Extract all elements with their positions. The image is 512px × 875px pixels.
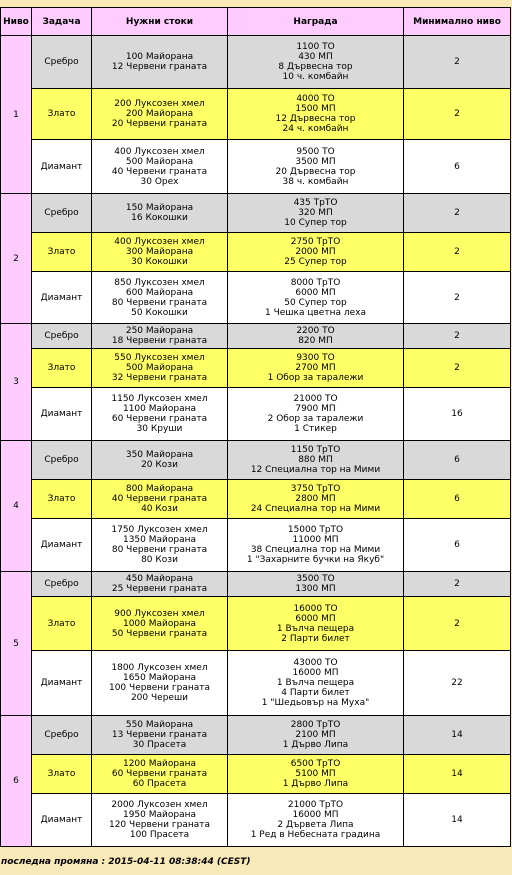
table-row bbox=[1, 36, 511, 89]
goods-cell bbox=[92, 597, 228, 651]
goods-cell bbox=[92, 349, 228, 388]
reward-line: 2200 ТО bbox=[296, 326, 335, 336]
task-cell: Сребро bbox=[32, 36, 92, 89]
reward-line: 24 ч. комбайн bbox=[282, 124, 349, 134]
task-cell: Сребро bbox=[32, 324, 92, 349]
table-row bbox=[1, 233, 511, 272]
reward-line: 12 Дървесна тор bbox=[275, 114, 356, 124]
quest-table-body bbox=[1, 36, 511, 847]
reward-line: 2 Дървета Липа bbox=[277, 820, 354, 830]
reward-line: 1 Чешка цветна леха bbox=[265, 307, 366, 318]
reward-line: 2 Обор за таралежи bbox=[267, 414, 364, 424]
table-row bbox=[1, 519, 511, 572]
reward-line: 2800 ТрТО bbox=[290, 720, 341, 730]
goods-line: 1350 Майорана bbox=[122, 535, 197, 545]
goods-line: 500 Майорана bbox=[125, 156, 194, 167]
goods-line: 600 Майорана bbox=[125, 287, 194, 298]
goods-line: 80 Червени граната bbox=[111, 297, 208, 308]
goods-cell bbox=[92, 755, 228, 794]
goods-line: 13 Червени граната bbox=[111, 730, 208, 740]
reward-line: 2 Парти билет bbox=[281, 633, 350, 644]
goods-line: 200 Череши bbox=[130, 693, 189, 703]
goods-line: 18 Червени граната bbox=[111, 336, 208, 346]
goods-line: 150 Майорана bbox=[125, 203, 194, 213]
goods-cell bbox=[92, 441, 228, 480]
reward-line: 1 Ред в Небесната градина bbox=[250, 830, 381, 840]
table-header-row bbox=[1, 8, 511, 36]
level-cell: 1 bbox=[1, 36, 32, 194]
reward-line: 21000 ТО bbox=[293, 394, 338, 404]
goods-cell bbox=[92, 324, 228, 349]
table-row bbox=[1, 89, 511, 140]
reward-line: 1 Стикер bbox=[294, 424, 337, 434]
goods-line: 120 Червени граната bbox=[108, 820, 210, 830]
goods-line: 900 Луксозен хмел bbox=[114, 608, 205, 619]
reward-line: 16000 МП bbox=[292, 668, 339, 678]
goods-line: 1100 Майорана bbox=[122, 404, 197, 414]
reward-line: 3750 ТрТО bbox=[290, 484, 341, 494]
min-level-cell: 2 bbox=[404, 572, 511, 597]
level-cell: 5 bbox=[1, 572, 32, 716]
reward-line: 24 Специална тор на Мими bbox=[250, 504, 381, 514]
goods-line: 300 Майорана bbox=[125, 247, 194, 257]
table-row bbox=[1, 349, 511, 388]
min-level-cell: 14 bbox=[404, 716, 511, 755]
goods-line: 30 Круши bbox=[136, 424, 183, 434]
min-level-cell: 2 bbox=[404, 324, 511, 349]
goods-line: 400 Луксозен хмел bbox=[114, 146, 205, 157]
reward-line: 10 ч. комбайн bbox=[282, 72, 349, 82]
min-level-cell: 2 bbox=[404, 597, 511, 651]
table-row bbox=[1, 388, 511, 441]
reward-cell bbox=[228, 755, 404, 794]
task-cell: Злато bbox=[32, 233, 92, 272]
reward-cell bbox=[228, 324, 404, 349]
reward-line: 1500 МП bbox=[295, 104, 336, 114]
reward-cell bbox=[228, 233, 404, 272]
goods-line: 20 Червени граната bbox=[111, 119, 208, 129]
min-level-cell: 2 bbox=[404, 36, 511, 89]
table-row bbox=[1, 194, 511, 233]
goods-line: 450 Майорана bbox=[125, 574, 194, 584]
reward-line: 430 МП bbox=[298, 52, 333, 62]
task-cell: Злато bbox=[32, 349, 92, 388]
reward-cell bbox=[228, 716, 404, 755]
reward-line: 1150 ТрТО bbox=[290, 445, 341, 455]
goods-line: 100 Майорана bbox=[125, 52, 194, 62]
table-row bbox=[1, 597, 511, 651]
reward-line: 9500 ТО bbox=[296, 146, 335, 157]
goods-cell bbox=[92, 272, 228, 324]
table-row bbox=[1, 441, 511, 480]
reward-cell bbox=[228, 89, 404, 140]
reward-line: 15000 ТрТО bbox=[287, 525, 344, 535]
reward-line: 8000 ТрТО bbox=[290, 277, 341, 288]
goods-line: 500 Майорана bbox=[125, 363, 194, 373]
task-cell: Диамант bbox=[32, 388, 92, 441]
reward-cell bbox=[228, 272, 404, 324]
goods-line: 50 Червени граната bbox=[111, 628, 208, 639]
reward-line: 4000 ТО bbox=[296, 94, 335, 104]
reward-cell bbox=[228, 597, 404, 651]
goods-line: 80 Червени граната bbox=[111, 545, 208, 555]
task-cell: Сребро bbox=[32, 194, 92, 233]
goods-line: 30 Орех bbox=[140, 176, 179, 187]
min-level-cell: 22 bbox=[404, 651, 511, 716]
reward-line: 38 Специална тор на Мими bbox=[250, 545, 381, 555]
min-level-cell: 6 bbox=[404, 480, 511, 519]
task-cell: Сребро bbox=[32, 441, 92, 480]
min-level-cell: 2 bbox=[404, 194, 511, 233]
reward-line: 8 Дървесна тор bbox=[278, 62, 353, 72]
goods-line: 16 Кокошки bbox=[131, 213, 188, 223]
goods-line: 1750 Луксозен хмел bbox=[111, 525, 208, 535]
min-level-cell: 6 bbox=[404, 140, 511, 194]
reward-cell bbox=[228, 519, 404, 572]
quest-table-wrapper bbox=[0, 7, 510, 847]
goods-line: 1150 Луксозен хмел bbox=[111, 394, 208, 404]
table-row bbox=[1, 716, 511, 755]
goods-cell bbox=[92, 36, 228, 89]
min-level-cell: 14 bbox=[404, 794, 511, 847]
reward-line: 21000 ТрТО bbox=[287, 800, 344, 810]
task-cell: Диамант bbox=[32, 794, 92, 847]
reward-line: 6000 МП bbox=[295, 613, 336, 624]
goods-cell bbox=[92, 233, 228, 272]
goods-line: 32 Червени граната bbox=[111, 373, 208, 383]
reward-line: 38 ч. комбайн bbox=[282, 176, 349, 187]
table-row bbox=[1, 140, 511, 194]
goods-cell bbox=[92, 480, 228, 519]
reward-line: 11000 МП bbox=[292, 535, 339, 545]
goods-line: 1200 Майорана bbox=[122, 759, 197, 769]
reward-line: 880 МП bbox=[298, 455, 333, 465]
goods-cell bbox=[92, 194, 228, 233]
goods-line: 80 Кози bbox=[141, 555, 178, 565]
min-level-cell: 6 bbox=[404, 519, 511, 572]
goods-cell bbox=[92, 388, 228, 441]
task-cell: Злато bbox=[32, 597, 92, 651]
header-reward: Награда bbox=[228, 8, 404, 36]
goods-line: 12 Червени граната bbox=[111, 62, 208, 72]
reward-line: 7900 МП bbox=[295, 404, 336, 414]
min-level-cell: 14 bbox=[404, 755, 511, 794]
min-level-cell: 16 bbox=[404, 388, 511, 441]
table-row bbox=[1, 272, 511, 324]
reward-line: 1 "Захарните бучки на Якуб" bbox=[246, 555, 385, 565]
table-row bbox=[1, 324, 511, 349]
table-row bbox=[1, 651, 511, 716]
goods-line: 1650 Майорана bbox=[122, 673, 197, 683]
reward-cell bbox=[228, 480, 404, 519]
goods-cell bbox=[92, 572, 228, 597]
min-level-cell: 2 bbox=[404, 272, 511, 324]
goods-line: 200 Луксозен хмел bbox=[114, 99, 205, 109]
reward-line: 2800 МП bbox=[295, 494, 336, 504]
reward-line: 12 Специална тор на Мими bbox=[250, 465, 381, 475]
level-cell: 6 bbox=[1, 716, 32, 847]
reward-line: 20 Дървесна тор bbox=[275, 166, 356, 177]
goods-cell bbox=[92, 794, 228, 847]
task-cell: Диамант bbox=[32, 272, 92, 324]
task-cell: Сребро bbox=[32, 716, 92, 755]
reward-cell bbox=[228, 441, 404, 480]
task-cell: Сребро bbox=[32, 572, 92, 597]
task-cell: Диамант bbox=[32, 651, 92, 716]
reward-line: 6000 МП bbox=[295, 287, 336, 298]
table-row bbox=[1, 480, 511, 519]
min-level-cell: 2 bbox=[404, 349, 511, 388]
goods-line: 550 Майорана bbox=[125, 720, 194, 730]
header-task: Задача bbox=[32, 8, 92, 36]
task-cell: Злато bbox=[32, 89, 92, 140]
reward-line: 5100 МП bbox=[295, 769, 336, 779]
task-cell: Злато bbox=[32, 480, 92, 519]
task-cell: Злато bbox=[32, 755, 92, 794]
goods-line: 20 Кози bbox=[141, 460, 178, 470]
level-cell: 2 bbox=[1, 194, 32, 324]
quest-table bbox=[0, 7, 511, 847]
min-level-cell: 6 bbox=[404, 441, 511, 480]
goods-cell bbox=[92, 140, 228, 194]
reward-cell bbox=[228, 140, 404, 194]
goods-line: 30 Прасета bbox=[132, 740, 187, 750]
goods-line: 40 Червени граната bbox=[111, 166, 208, 177]
table-row bbox=[1, 794, 511, 847]
goods-line: 1000 Майорана bbox=[122, 618, 197, 629]
task-cell: Диамант bbox=[32, 140, 92, 194]
goods-line: 550 Луксозен хмел bbox=[114, 353, 205, 363]
reward-line: 820 МП bbox=[298, 336, 333, 346]
min-level-cell: 2 bbox=[404, 233, 511, 272]
reward-line: 435 ТрТО bbox=[293, 198, 338, 208]
goods-line: 800 Майорана bbox=[125, 484, 194, 494]
goods-line: 60 Червени граната bbox=[111, 769, 208, 779]
goods-line: 100 Червени граната bbox=[108, 683, 210, 693]
reward-line: 1 Вълча пещера bbox=[276, 678, 355, 688]
reward-line: 320 МП bbox=[298, 208, 333, 218]
reward-line: 43000 ТО bbox=[293, 658, 338, 668]
goods-line: 60 Червени граната bbox=[111, 414, 208, 424]
reward-line: 2750 ТрТО bbox=[290, 237, 341, 247]
table-row bbox=[1, 755, 511, 794]
reward-line: 16000 ТО bbox=[293, 603, 338, 614]
goods-cell bbox=[92, 89, 228, 140]
reward-line: 1 Дърво Липа bbox=[282, 740, 349, 750]
goods-line: 850 Луксозен хмел bbox=[114, 277, 205, 288]
reward-line: 4 Парти билет bbox=[281, 688, 350, 698]
reward-line: 2100 МП bbox=[295, 730, 336, 740]
goods-line: 40 Червени граната bbox=[111, 494, 208, 504]
reward-line: 6500 ТрТО bbox=[290, 759, 341, 769]
reward-line: 3500 МП bbox=[295, 156, 336, 167]
goods-line: 350 Майорана bbox=[125, 450, 194, 460]
reward-line: 1 Обор за таралежи bbox=[267, 373, 364, 383]
header-min-level: Минимално ниво bbox=[404, 8, 511, 36]
table-row bbox=[1, 572, 511, 597]
goods-line: 30 Кокошки bbox=[131, 257, 188, 267]
header-goods: Нужни стоки bbox=[92, 8, 228, 36]
reward-line: 1 Вълча пещера bbox=[276, 623, 355, 634]
reward-line: 1 Дърво Липа bbox=[282, 779, 349, 789]
reward-line: 1100 ТО bbox=[296, 42, 335, 52]
goods-line: 200 Майорана bbox=[125, 109, 194, 119]
reward-line: 1 "Шедьовър на Муха" bbox=[261, 698, 370, 708]
level-cell: 3 bbox=[1, 324, 32, 441]
reward-line: 3500 ТО bbox=[296, 574, 335, 584]
reward-cell bbox=[228, 651, 404, 716]
goods-line: 50 Кокошки bbox=[131, 307, 188, 318]
reward-line: 10 Супер тор bbox=[284, 218, 347, 228]
reward-line: 2000 МП bbox=[295, 247, 336, 257]
reward-line: 16000 МП bbox=[292, 810, 339, 820]
goods-line: 100 Прасета bbox=[129, 830, 190, 840]
reward-line: 1300 МП bbox=[295, 584, 336, 594]
reward-cell bbox=[228, 36, 404, 89]
reward-cell bbox=[228, 388, 404, 441]
goods-line: 40 Кози bbox=[141, 504, 178, 514]
goods-cell bbox=[92, 519, 228, 572]
goods-line: 60 Прасета bbox=[132, 779, 187, 789]
goods-line: 1800 Луксозен хмел bbox=[111, 663, 208, 673]
reward-line: 25 Супер тор bbox=[284, 257, 347, 267]
reward-cell bbox=[228, 194, 404, 233]
goods-cell bbox=[92, 716, 228, 755]
last-modified-footer: последна промяна : 2015-04-11 08:38:44 (CEST) bbox=[1, 857, 251, 867]
goods-line: 250 Майорана bbox=[125, 326, 194, 336]
reward-cell bbox=[228, 349, 404, 388]
goods-line: 400 Луксозен хмел bbox=[114, 237, 205, 247]
reward-line: 2700 МП bbox=[295, 363, 336, 373]
reward-cell bbox=[228, 794, 404, 847]
goods-line: 1950 Майорана bbox=[122, 810, 197, 820]
reward-line: 50 Супер тор bbox=[284, 297, 347, 308]
goods-line: 2000 Луксозен хмел bbox=[111, 800, 208, 810]
reward-cell bbox=[228, 572, 404, 597]
goods-cell bbox=[92, 651, 228, 716]
reward-line: 9300 ТО bbox=[296, 353, 335, 363]
min-level-cell: 2 bbox=[404, 89, 511, 140]
task-cell: Диамант bbox=[32, 519, 92, 572]
level-cell: 4 bbox=[1, 441, 32, 572]
header-level: Ниво bbox=[1, 8, 32, 36]
goods-line: 25 Червени граната bbox=[111, 584, 208, 594]
